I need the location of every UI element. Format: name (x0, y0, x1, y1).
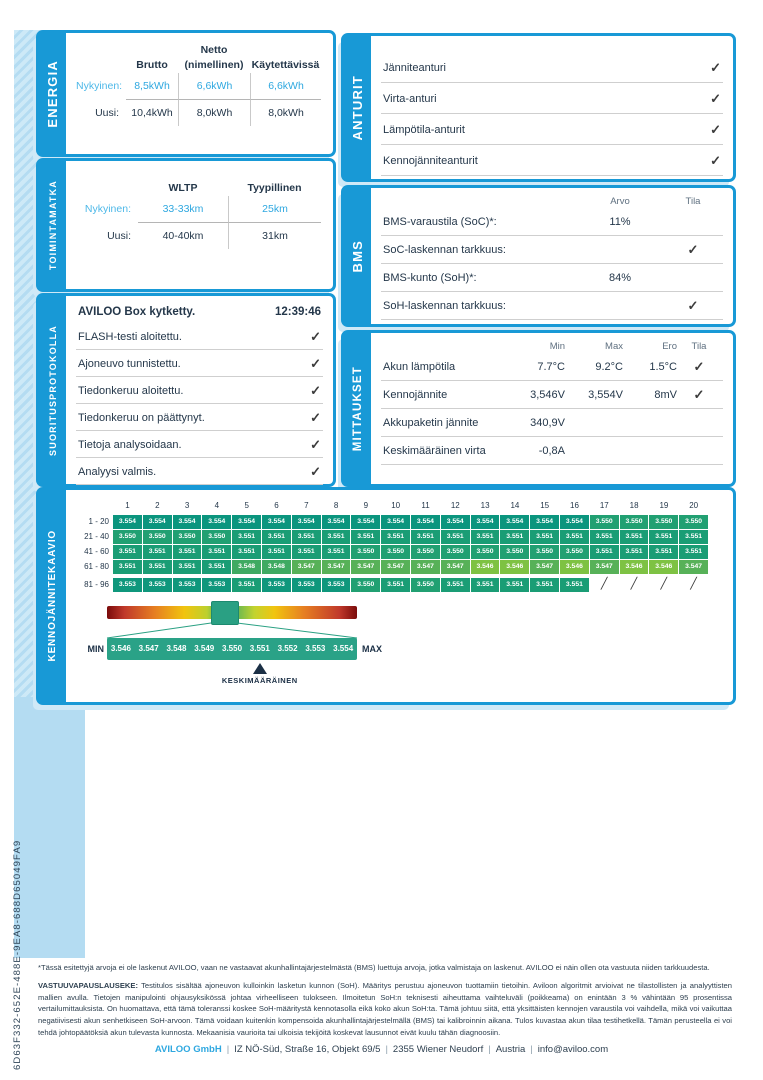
separator: | (226, 1044, 230, 1055)
panel-label: BMS (350, 239, 365, 273)
scale-zoom-strip (107, 638, 357, 660)
voltage-cell: 3.551 (202, 560, 231, 574)
panel-suoritusprotokolla (36, 293, 336, 487)
col-header-wltp: WLTP (168, 182, 198, 194)
check-icon: ✓ (710, 59, 721, 75)
measurement-max: 9.2°C (595, 361, 623, 373)
panel-label: KENNOJÄNNITEKAAVIO (47, 530, 58, 662)
voltage-cell: 3.547 (679, 560, 708, 574)
scale-value: 3.551 (249, 644, 270, 653)
average-label: KESKIMÄÄRÄINEN (221, 676, 298, 685)
value-current-wltp: 33-33km (162, 203, 204, 215)
voltage-cell: 3.554 (471, 515, 500, 529)
check-icon: ✓ (310, 463, 321, 479)
col-header-max: Max (605, 341, 623, 352)
separator: | (385, 1044, 388, 1055)
grid-column-number: 15 (540, 501, 550, 510)
separator: | (530, 1044, 533, 1055)
panel-label: ANTURIT (350, 74, 365, 141)
voltage-cell: 3.550 (381, 545, 410, 559)
bms-row-label: BMS-varaustila (SoC)*: (383, 216, 497, 228)
check-icon: ✓ (310, 409, 321, 425)
measurement-row-label: Akun lämpötila (383, 361, 456, 373)
voltage-cell: 3.550 (500, 545, 529, 559)
bms-row-label: SoC-laskennan tarkkuus: (383, 244, 506, 256)
value-current-usable: 6,6kWh (250, 73, 321, 99)
voltage-cell: 3.547 (351, 560, 380, 574)
row-label-new: Uusi: (107, 229, 131, 242)
scale-max-label: MAX (362, 644, 382, 654)
voltage-cell: 3.551 (560, 530, 589, 544)
voltage-cell: 3.551 (471, 530, 500, 544)
voltage-cell: 3.546 (620, 560, 649, 574)
measurement-column-headers (381, 339, 723, 353)
voltage-cell: 3.551 (620, 530, 649, 544)
footnote-block (38, 962, 732, 1045)
panel-tab-anturit (344, 36, 371, 179)
voltage-cell: 3.551 (500, 530, 529, 544)
voltage-cell: 3.553 (113, 578, 142, 592)
grid-column-number: 2 (155, 501, 160, 510)
grid-column-number: 19 (659, 501, 669, 510)
voltage-cell: 3.554 (381, 515, 410, 529)
protocol-item-label: Tiedonkeruu aloitettu. (78, 384, 184, 397)
sensor-list (381, 52, 723, 176)
protocol-item (76, 377, 323, 404)
value-new-netto: 8,0kWh (178, 99, 250, 126)
contact-line (0, 1044, 763, 1055)
empty-cell-slash: ╱ (620, 578, 649, 592)
measurement-min: 7.7°C (537, 361, 565, 373)
row-label-current: Nykyinen: (84, 203, 131, 215)
voltage-cell: 3.551 (202, 545, 231, 559)
voltage-cell: 3.550 (649, 515, 678, 529)
voltage-cell: 3.551 (590, 545, 619, 559)
voltage-cell: 3.553 (322, 578, 351, 592)
voltage-cell: 3.551 (441, 530, 470, 544)
panel-tab-bms (344, 188, 371, 324)
energy-table (76, 43, 323, 126)
voltage-cell: 3.550 (590, 515, 619, 529)
measurement-row-label: Akkupaketin jännite (383, 417, 479, 429)
voltage-cell: 3.547 (590, 560, 619, 574)
scale-value: 3.552 (277, 644, 298, 653)
voltage-cell: 3.553 (173, 578, 202, 592)
voltage-cell: 3.553 (143, 578, 172, 592)
disclaimer-text (38, 980, 732, 1039)
voltage-cell: 3.546 (500, 560, 529, 574)
panel-tab-toimintamatka (39, 161, 66, 289)
voltage-cell: 3.554 (500, 515, 529, 529)
voltage-cell: 3.551 (173, 545, 202, 559)
grid-column-number: 11 (421, 501, 430, 510)
sensor-item-label: Virta-anturi (383, 92, 437, 105)
voltage-cell: 3.554 (173, 515, 202, 529)
measurement-row (381, 381, 723, 409)
grid-column-number: 8 (333, 501, 339, 510)
check-icon: ✓ (310, 328, 321, 344)
panel-label: MITTAUKSET (351, 365, 364, 452)
bms-row (381, 264, 723, 292)
measurement-row (381, 437, 723, 465)
measurement-row-label: Kennojännite (383, 389, 448, 401)
voltage-cell: 3.554 (143, 515, 172, 529)
voltage-cell: 3.551 (649, 545, 678, 559)
grid-column-number: 6 (274, 501, 279, 510)
voltage-cell: 3.547 (441, 560, 470, 574)
measurement-ero: 8mV (654, 389, 677, 401)
measurement-row (381, 353, 723, 381)
check-icon: ✓ (687, 242, 699, 257)
col-header-ero: Ero (662, 341, 677, 352)
grid-row-label: 41 - 60 (84, 547, 109, 556)
grid-column-number: 18 (629, 501, 639, 510)
voltage-cell: 3.554 (113, 515, 142, 529)
measurement-row (381, 409, 723, 437)
voltage-cell: 3.547 (322, 560, 351, 574)
grid-row-label: 21 - 40 (84, 532, 109, 541)
voltage-cell: 3.551 (560, 578, 589, 592)
voltage-cell: 3.550 (202, 530, 231, 544)
zoom-guide-lines (107, 623, 357, 639)
range-table (76, 181, 323, 249)
voltage-cell: 3.547 (292, 560, 321, 574)
voltage-cell: 3.551 (232, 578, 261, 592)
scale-value: 3.546 (110, 644, 131, 653)
voltage-cell: 3.546 (649, 560, 678, 574)
voltage-cell: 3.554 (560, 515, 589, 529)
voltage-cell: 3.554 (411, 515, 440, 529)
panel-anturit (341, 33, 736, 182)
empty-cell-slash: ╱ (649, 578, 678, 592)
protocol-item (76, 431, 323, 458)
grid-column-number: 16 (570, 501, 579, 510)
bms-row (381, 292, 723, 320)
voltage-cell: 3.554 (262, 515, 291, 529)
protocol-list (76, 323, 323, 485)
voltage-cell: 3.554 (351, 515, 380, 529)
bms-row (381, 236, 723, 264)
col-header-tila: Tila (691, 341, 707, 352)
voltage-cell: 3.550 (620, 515, 649, 529)
panel-content (371, 36, 733, 179)
panel-toimintamatka (36, 158, 336, 292)
left-decor-band-solid (14, 697, 85, 958)
footnote-text: *Tässä esitettyjä arvoja ei ole laskenut AVILOO, vaan ne vastaavat akunhallintajärjestelmästä (BMS) luettuja arvoja, jotka valmistaja on laskenut. AVILOO ei näin ollen ota vastuuta niiden tarkkuudesta. (38, 963, 710, 972)
voltage-cell: 3.547 (530, 560, 559, 574)
voltage-cell: 3.551 (530, 578, 559, 592)
scale-value: 3.553 (305, 644, 326, 653)
col-header-nimellinen: (nimellinen) (184, 59, 244, 71)
bms-row-label: SoH-laskennan tarkkuus: (383, 300, 506, 312)
sensor-item-label: Jänniteanturi (383, 61, 446, 74)
col-header-netto-top: Netto (200, 44, 228, 56)
sensor-item (381, 114, 723, 145)
panel-content (371, 188, 733, 324)
panel-content (66, 161, 333, 289)
separator: | (488, 1044, 491, 1055)
check-icon: ✓ (310, 382, 321, 398)
voltage-cell: 3.548 (262, 560, 291, 574)
measurement-min: 340,9V (530, 417, 565, 429)
voltage-cell: 3.551 (530, 530, 559, 544)
disclaimer-body: Testitulos sisältää ajoneuvon kulloinkin lasketun kunnon (SoH). Määritys perustuu ajoneuvon tuottamiin tietoihin. Aviloon algoritmit arvioivat ne tilastollisten ja analyyttisten mallien avulla. Tietojen manipulointi ohjausyksikössä johtaa virheelliseen tulokseen. Ilmoitetun SoH:n teknisesti aiheuttama vaihteluväli (poikkeama) on enintään 3 % vähintään 95 prosentissa vertailumittauksista. On huomattava, että tämä toleranssi koskee SoH-määritystä kennotasolla eikä koko akun SoH:ta. Tämä johtuu siitä, että yksittäisten kennojen varaustila voi vaihdella, mikä voi vaikuttaa negatiivisesti akun senhetkiseen SoH-arvoon. Tämä voidaan kuitenkin kompensoida akunhallintajärjestelmällä (BMS) tai kalibroinnin aikana. Tulos kuvastaa akun tilaa testihetkellä. Tämän perusteella ei voi tehdä johtopäätöksiä akun tulevasta kunnosta. Mekaanisia vaurioita tai ulkoisia tekijöitä koskevat lausunnot eivät kuulu tähän diagnoosiin. (38, 980, 732, 1037)
grid-column-number: 20 (689, 501, 699, 510)
check-icon: ✓ (710, 90, 721, 106)
grid-row-label: 1 - 20 (88, 517, 109, 526)
voltage-cell: 3.551 (113, 560, 142, 574)
grid-row-label: 81 - 96 (84, 580, 109, 589)
voltage-cell: 3.546 (471, 560, 500, 574)
voltage-cell: 3.551 (381, 530, 410, 544)
sensor-item (381, 52, 723, 83)
measurement-ero: 1.5°C (649, 361, 677, 373)
voltage-cell: 3.546 (560, 560, 589, 574)
panel-tab-suoritusprotokolla (39, 296, 66, 484)
voltage-cell: 3.550 (411, 545, 440, 559)
scale-min-label: MIN (87, 644, 104, 654)
voltage-cell: 3.550 (143, 530, 172, 544)
protocol-item (76, 458, 323, 485)
scale-zoom-box (211, 601, 239, 625)
voltage-cell: 3.554 (232, 515, 261, 529)
voltage-cell: 3.550 (411, 578, 440, 592)
grid-column-number: 14 (510, 501, 520, 510)
grid-column-number: 12 (450, 501, 460, 510)
measurement-min: -0,8A (538, 445, 565, 457)
measurement-row-label: Keskimääräinen virta (383, 445, 486, 457)
company-city: 2355 Wiener Neudorf (392, 1044, 484, 1055)
bms-row-value: 84% (608, 272, 632, 284)
voltage-cell: 3.553 (292, 578, 321, 592)
bms-column-headers (381, 194, 723, 208)
check-icon: ✓ (687, 298, 699, 313)
voltage-cell: 3.554 (202, 515, 231, 529)
protocol-header-time: 12:39:46 (274, 306, 321, 318)
grid-column-number: 1 (125, 501, 130, 510)
bms-row (381, 208, 723, 236)
empty-cell-slash: ╱ (590, 578, 619, 592)
col-header-brutto: Brutto (136, 59, 168, 71)
voltage-cell: 3.551 (679, 545, 708, 559)
protocol-header (76, 302, 323, 323)
panel-content (371, 333, 733, 484)
grid-column-number: 13 (480, 501, 490, 510)
voltage-cell: 3.551 (262, 545, 291, 559)
panel-label: ENERGIA (45, 59, 60, 128)
voltage-cell: 3.550 (351, 545, 380, 559)
grid-column-number: 3 (184, 501, 190, 510)
grid-column-number: 10 (391, 501, 401, 510)
voltage-cell: 3.551 (411, 530, 440, 544)
protocol-item-label: Tietoja analysoidaan. (78, 438, 182, 451)
protocol-item-label: Ajoneuvo tunnistettu. (78, 357, 181, 370)
voltage-cell: 3.551 (322, 530, 351, 544)
voltage-cell: 3.551 (471, 578, 500, 592)
voltage-cell: 3.551 (441, 578, 470, 592)
voltage-cell: 3.551 (143, 545, 172, 559)
voltage-cell: 3.553 (262, 578, 291, 592)
grid-column-number: 9 (363, 501, 369, 510)
check-icon: ✓ (710, 121, 721, 137)
sensor-item-label: Kennojänniteanturit (383, 154, 478, 167)
value-current-typical: 25km (228, 196, 321, 222)
bms-rows (381, 208, 723, 320)
voltage-cell: 3.551 (262, 530, 291, 544)
protocol-item-label: Tiedonkeruu on päättynyt. (78, 411, 205, 424)
document-id: 6D63F332-652E-488E-9EA8-688D65049FA9 (12, 839, 23, 1070)
scale-value: 3.549 (194, 644, 215, 653)
panel-energia (36, 30, 336, 157)
empty-cell-slash: ╱ (679, 578, 708, 592)
company-country: Austria (495, 1044, 526, 1055)
sensor-item-label: Lämpötila-anturit (383, 123, 465, 136)
value-new-wltp: 40-40km (138, 222, 228, 249)
voltage-cell: 3.550 (560, 545, 589, 559)
voltage-cell: 3.551 (590, 530, 619, 544)
col-header-min: Min (549, 341, 565, 352)
grid-column-number: 17 (599, 501, 609, 510)
voltage-cell: 3.551 (143, 560, 172, 574)
cell-voltage-map (66, 490, 733, 702)
scale-value: 3.548 (166, 644, 187, 653)
protocol-item-label: Analyysi valmis. (78, 465, 157, 478)
voltage-cell: 3.554 (322, 515, 351, 529)
voltage-cell: 3.554 (441, 515, 470, 529)
measurement-min: 3,546V (530, 389, 565, 401)
voltage-cell: 3.550 (113, 530, 142, 544)
panel-kennojannitekaavio (36, 487, 736, 705)
protocol-header-label: AVILOO Box kytketty. (78, 306, 196, 318)
voltage-cell: 3.551 (649, 530, 678, 544)
voltage-cell: 3.551 (381, 578, 410, 592)
check-icon: ✓ (693, 359, 705, 374)
voltage-cell: 3.550 (679, 515, 708, 529)
voltage-cell: 3.551 (113, 545, 142, 559)
check-icon: ✓ (310, 355, 321, 371)
voltage-cell: 3.553 (202, 578, 231, 592)
col-header-typical: Tyypillinen (247, 182, 302, 194)
bms-row-value: 11% (609, 216, 631, 228)
voltage-cell: 3.551 (322, 545, 351, 559)
protocol-item (76, 323, 323, 350)
grid-column-number: 7 (304, 501, 309, 510)
average-marker-icon (253, 663, 267, 674)
sensor-item (381, 83, 723, 114)
check-icon: ✓ (710, 152, 721, 168)
voltage-cell: 3.547 (381, 560, 410, 574)
voltage-cell: 3.551 (620, 545, 649, 559)
panel-tab-mittaukset (344, 333, 371, 484)
voltage-cell: 3.550 (530, 545, 559, 559)
col-header-tila: Tila (685, 196, 701, 207)
voltage-cell: 3.551 (232, 530, 261, 544)
col-header-arvo: Arvo (610, 196, 630, 207)
panel-tab-energia (39, 33, 66, 154)
protocol-item (76, 404, 323, 431)
voltage-cell: 3.554 (292, 515, 321, 529)
measurement-max: 3,554V (588, 389, 623, 401)
value-new-typical: 31km (228, 222, 321, 249)
panel-content (66, 33, 333, 154)
voltage-cell: 3.551 (232, 545, 261, 559)
panel-label: TOIMINTAMATKA (47, 179, 58, 271)
grid-row-label: 61 - 80 (84, 562, 109, 571)
measurement-rows (381, 353, 723, 465)
check-icon: ✓ (310, 436, 321, 452)
value-new-usable: 8,0kWh (250, 99, 321, 126)
company-email-link[interactable]: info@aviloo.com (537, 1044, 609, 1055)
col-header-kaytettavissa: Käytettävissä (251, 59, 320, 71)
protocol-item (76, 350, 323, 377)
voltage-cell: 3.551 (500, 578, 529, 592)
row-label-current: Nykyinen: (76, 80, 123, 92)
voltage-cell: 3.551 (173, 560, 202, 574)
check-icon: ✓ (693, 387, 705, 402)
row-label-new: Uusi: (95, 106, 119, 119)
voltage-cell: 3.550 (351, 578, 380, 592)
grid-column-number: 4 (214, 501, 220, 510)
voltage-cell: 3.550 (471, 545, 500, 559)
protocol-item-label: FLASH-testi aloitettu. (78, 330, 182, 343)
bms-row-label: BMS-kunto (SoH)*: (383, 272, 477, 284)
scale-value: 3.547 (138, 644, 159, 653)
voltage-cell: 3.548 (232, 560, 261, 574)
value-current-netto: 6,6kWh (178, 73, 250, 99)
panel-label: SUORITUSPROTOKOLLA (47, 324, 58, 456)
panel-tab-kennojannitekaavio (39, 490, 66, 702)
company-name: AVILOO GmbH (154, 1044, 222, 1055)
voltage-cell: 3.547 (411, 560, 440, 574)
sensor-item (381, 145, 723, 176)
panel-bms (341, 185, 736, 327)
value-current-brutto: 8,5kWh (134, 80, 170, 92)
value-new-brutto: 10,4kWh (126, 99, 178, 126)
panel-content (66, 296, 333, 484)
company-address: IZ NÖ-Süd, Straße 16, Objekt 69/5 (234, 1044, 381, 1055)
voltage-cell: 3.550 (173, 530, 202, 544)
voltage-cell: 3.551 (292, 530, 321, 544)
scale-value: 3.554 (333, 644, 354, 653)
voltage-cell: 3.551 (351, 530, 380, 544)
voltage-cell: 3.551 (679, 530, 708, 544)
panel-mittaukset (341, 330, 736, 487)
voltage-cell: 3.550 (441, 545, 470, 559)
voltage-cell: 3.551 (292, 545, 321, 559)
scale-value: 3.550 (222, 644, 243, 653)
disclaimer-lead: VASTUUVAPAUSLAUSEKE: (38, 980, 138, 990)
grid-column-number: 5 (244, 501, 249, 510)
voltage-cell: 3.554 (530, 515, 559, 529)
